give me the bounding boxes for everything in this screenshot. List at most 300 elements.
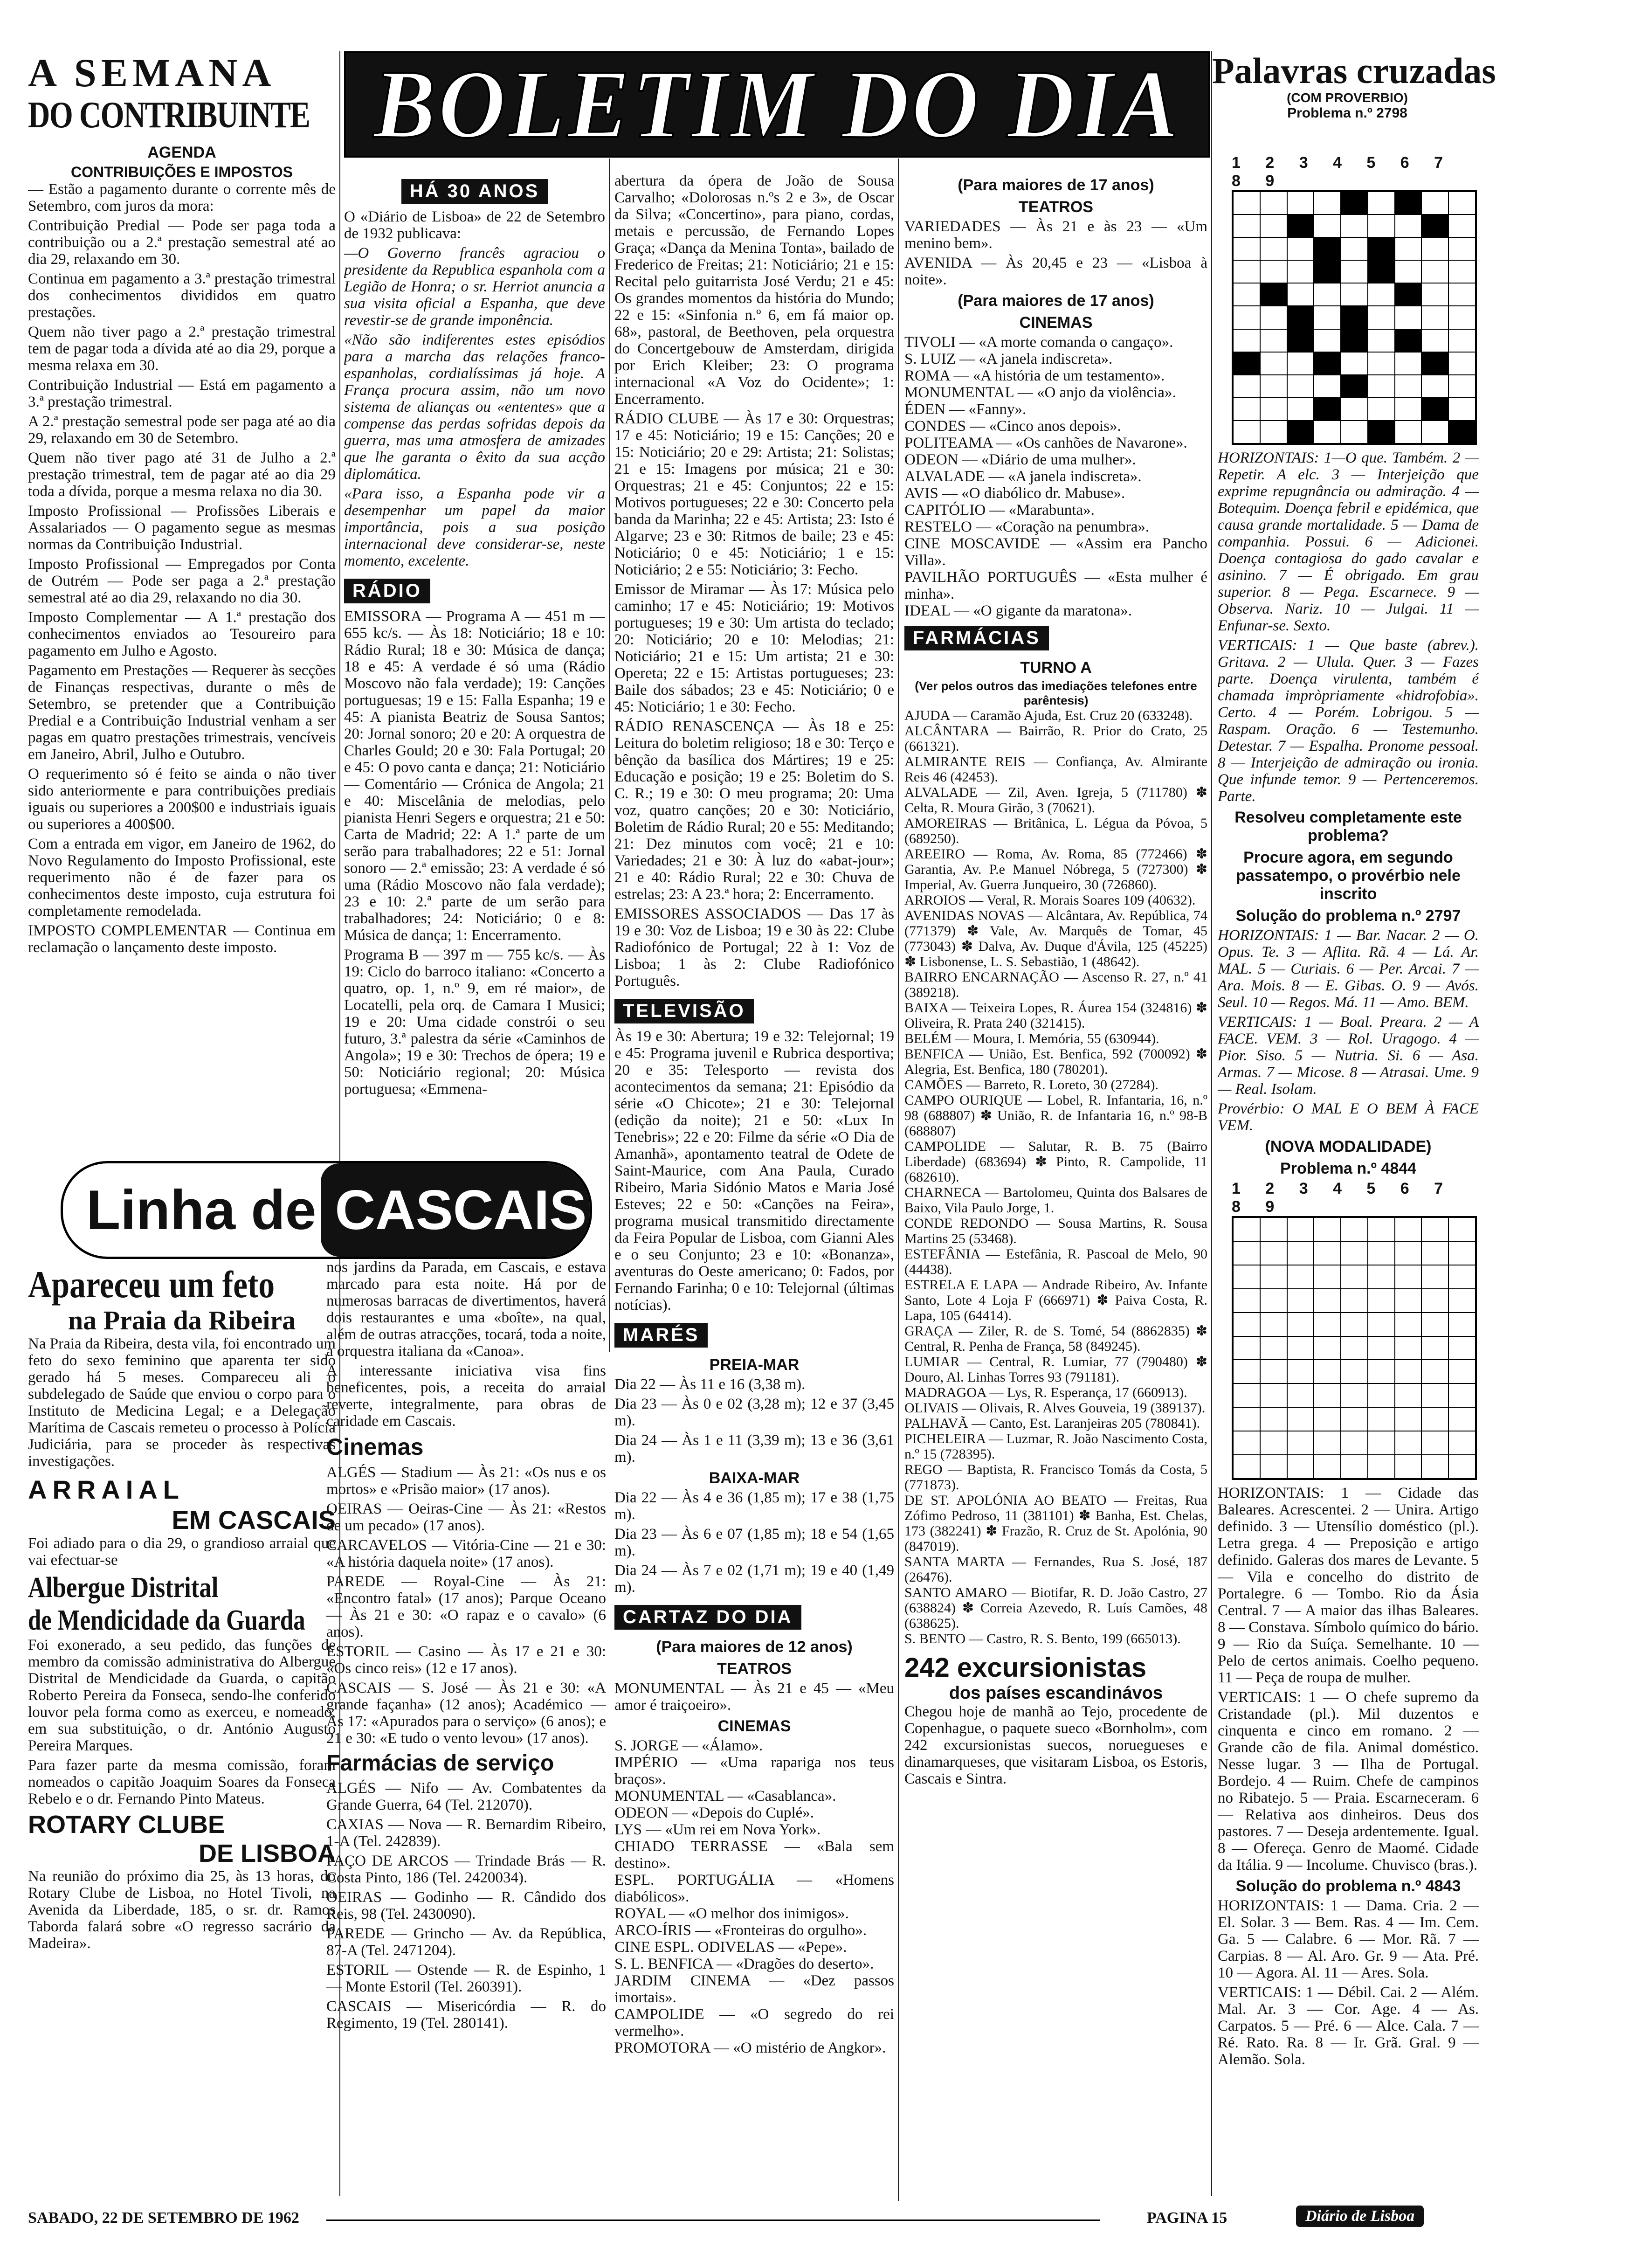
grid-cell[interactable]: [1448, 1407, 1476, 1431]
solution-text: HORIZONTAIS: 1 — Bar. Nacar. 2 — O. Opus. Te. 3 — Aflita. Rã. 4 — Lá. Ar. MAL. 5 — Curiais. 6 — Per. Arcai. 7 — Ara. Mois. 8 — E. Gibas. O. 9 — Avós. Seul. 10 — Regos. Má. 11 — Amo. BEM.: [1218, 927, 1479, 1011]
pharmacy-listing: BAIXA — Teixeira Lopes, R. Áurea 154 (324816) ✽ Oliveira, R. Prata 240 (321415).: [904, 1000, 1207, 1031]
grid-cell[interactable]: [1314, 1336, 1341, 1360]
grid-cell[interactable]: [1448, 192, 1476, 214]
grid-cell[interactable]: [1395, 1241, 1422, 1265]
grid-cell[interactable]: [1368, 1313, 1395, 1336]
tide-row: Dia 23 — Às 0 e 02 (3,28 m); 12 e 37 (3,45 m).: [614, 1396, 894, 1429]
semana-title-line1: A SEMANA: [28, 50, 276, 95]
grid-cell[interactable]: [1341, 1383, 1368, 1407]
tide-row: Dia 23 — Às 6 e 07 (1,85 m); 18 e 54 (1,65 m).: [614, 1526, 894, 1559]
radio-header: RÁDIO: [344, 579, 430, 603]
grid-black-square[interactable]: [1287, 329, 1314, 352]
grid-cell[interactable]: [1260, 1407, 1287, 1431]
grid-cell[interactable]: [1233, 283, 1260, 306]
grid-cell[interactable]: [1448, 1360, 1476, 1383]
age-rating-note: (Para maiores de 17 anos): [958, 292, 1154, 310]
grid-cell[interactable]: [1287, 1217, 1314, 1241]
grid-black-square[interactable]: [1448, 421, 1476, 443]
grid-black-square[interactable]: [1341, 375, 1368, 398]
grid-cell[interactable]: [1341, 1241, 1368, 1265]
ha30-radio-column: [344, 173, 605, 1156]
pharmacy-listing: CASCAIS — Misericórdia — R. do Regimento, 19 (Tel. 280141).: [326, 1998, 606, 2032]
footer-rule: [326, 2220, 1100, 2221]
grid-cell[interactable]: [1314, 1407, 1341, 1431]
grid-cell[interactable]: [1233, 1241, 1260, 1265]
grid-cell[interactable]: [1421, 1336, 1448, 1360]
grid-cell[interactable]: [1395, 398, 1422, 421]
grid-cell[interactable]: [1448, 260, 1476, 283]
listing: MONUMENTAL — «O anjo da violência».: [904, 384, 1176, 401]
paragraph: RÁDIO CLUBE — Às 17 e 30: Orquestras; 17 e 45: Noticiário; 19 e 15: Canções; 20 e 15: Noticiário; 20 e 29: Artista; 21: Solistas; 21 e 15: Imagens por música; 21 e 30: Orquestras; 21 e 45: Conjuntos; 22 e 15: Motivos portugueses; 22 e 30: Concerto pela banda da Marinha; 22 e 45: Artista; 23: Isto é Algarve; 23 e 30: Ritmos de baile; 23 e 45: Noticiário; 0 e 45: Noticiário; 1 e 15: Noticiário; 2 e 55: Noticiário; 3: Fecho.: [614, 410, 894, 578]
clues-verticais: VERTICAIS: 1 — O chefe supremo da Cristandade (pl.). Mil duzentos e cinquenta e cinco em romano. 2 — Grande cão de fila. Animal doméstico. Nesse lugar. 3 — Ilha de Portugal. Bordejo. 4 — Ruim. Chefe de campinos no Ribatejo. 5 — Praia. Escarneceram. 6 — Relativa aos dinheiros. Deus dos pastores. 7 — Deseja ardentemente. Igual. 8 — Ofereça. Genro de Maomé. Cidade da Itália. 9 — Incolume. Chuvisco (bras.).: [1218, 1689, 1479, 1874]
grid-cell[interactable]: [1260, 1455, 1287, 1479]
grid-cell[interactable]: [1341, 1289, 1368, 1313]
pharmacy-listing: ALVALADE — Zil, Aven. Igreja, 5 (711780) ✽ Celta, R. Moura Girão, 3 (70621).: [904, 785, 1207, 816]
grid-cell[interactable]: [1368, 1336, 1395, 1360]
cinemas-heading: CINEMAS: [1019, 314, 1093, 332]
proverbio-label: (COM PROVERBIO): [1287, 90, 1408, 105]
grid-cell[interactable]: [1395, 237, 1422, 260]
grid-cell[interactable]: [1314, 1313, 1341, 1336]
cinemas-heading: CINEMAS: [717, 1717, 791, 1735]
albergue-headline: Albergue Distrital: [28, 1572, 219, 1604]
grid-cell[interactable]: [1395, 1407, 1422, 1431]
grid-cell[interactable]: [1287, 1455, 1314, 1479]
baixa-mar-heading: BAIXA-MAR: [709, 1469, 800, 1487]
grid-cell[interactable]: [1395, 375, 1422, 398]
grid-cell[interactable]: [1368, 1407, 1395, 1431]
grid-cell[interactable]: [1368, 1241, 1395, 1265]
mares-header: MARÉS: [614, 1323, 708, 1348]
pharmacy-listing: BENFICA — União, Est. Benfica, 592 (700092) ✽ Alegria, Est. Benfica, 180 (780201).: [904, 1046, 1207, 1077]
grid-cell[interactable]: [1314, 283, 1341, 306]
listing: CAMPOLIDE — «O segredo do rei vermelho».: [614, 2006, 894, 2040]
clues-horizontais: HORIZONTAIS: 1—O que. Também. 2 — Repetir. A elc. 3 — Interjeição que exprime repugnância ou admiração. 4 — Botequim. Doença febril e epidémica, que causa grande mortalidade. 5 — Dama de companhia. Possui. 6 — Adicionei. Doença contagiosa do gado cavalar e asinino. 7 — É obrigado. Em grau superior. 8 — Pega. Escarnece. 9 — Observa. Nariz. 10 — Julgai. 11 — Enfunar-se. Sexto.: [1218, 449, 1479, 634]
crossword-grid-2798: [1232, 190, 1479, 445]
column-rule: [609, 159, 610, 1352]
grid-cell[interactable]: [1395, 352, 1422, 375]
grid-cell[interactable]: [1287, 237, 1314, 260]
grid-cell[interactable]: [1260, 398, 1287, 421]
grid-cell[interactable]: [1421, 260, 1448, 283]
pharmacy-listing: DE ST. APOLÓNIA AO BEATO — Freitas, Rua Zófimo Pedroso, 11 (381101) ✽ Banha, Est. Chelas, 173 (382241) ✽ Frazão, R. Cruz de St. Apolónia, 90 (847019).: [904, 1493, 1207, 1554]
listing: JARDIM CINEMA — «Dez passos imortais».: [614, 1972, 894, 2006]
column-rule: [1211, 51, 1212, 2196]
grid-cell[interactable]: [1421, 283, 1448, 306]
grid-cell[interactable]: [1341, 237, 1368, 260]
grid-black-square[interactable]: [1421, 352, 1448, 375]
grid-cell[interactable]: [1287, 1336, 1314, 1360]
grid-cell[interactable]: [1368, 398, 1395, 421]
nova-modalidade-label: (NOVA MODALIDADE): [1265, 1138, 1432, 1155]
grid-cell[interactable]: [1421, 421, 1448, 443]
grid-cell[interactable]: [1233, 1360, 1260, 1383]
paragraph: Imposto Profissional — Empregados por Conta de Outrém — Pode ser paga a 2.ª prestação semestral até ao dia 29, relaxando no dia 30.: [28, 556, 336, 606]
grid-cell[interactable]: [1421, 375, 1448, 398]
grid-cell[interactable]: [1421, 1217, 1448, 1241]
grid-cell[interactable]: [1233, 260, 1260, 283]
grid-cell[interactable]: [1448, 1336, 1476, 1360]
pharmacy-listing: AJUDA — Caramão Ajuda, Est. Cruz 20 (633248).: [904, 708, 1193, 723]
grid-cell[interactable]: [1233, 192, 1260, 214]
listing: RESTELO — «Coração na penumbra».: [904, 519, 1150, 535]
grid-black-square[interactable]: [1314, 398, 1341, 421]
grid-cell[interactable]: [1287, 260, 1314, 283]
grid-cell[interactable]: [1395, 306, 1422, 329]
listing: S. L. BENFICA — «Dragões do deserto».: [614, 1956, 874, 1972]
grid-cell[interactable]: [1421, 1313, 1448, 1336]
grid-cell[interactable]: [1314, 1431, 1341, 1455]
grid-cell[interactable]: [1287, 398, 1314, 421]
pharmacy-listing: CAMÕES — Barreto, R. Loreto, 30 (27284).: [904, 1077, 1158, 1093]
grid-cell[interactable]: [1233, 1431, 1260, 1455]
listing: ARCO-ÍRIS — «Fronteiras do orgulho».: [614, 1922, 867, 1939]
grid-cell[interactable]: [1341, 421, 1368, 443]
paragraph: O «Diário de Lisboa» de 22 de Setembro de 1932 publicava:: [344, 208, 605, 242]
grid-cell[interactable]: [1421, 237, 1448, 260]
paragraph: Na reunião do próximo dia 25, às 13 horas, do Rotary Clube de Lisboa, no Hotel Tivoli, na Avenida da Liberdade, 185, o sr. dr. Ramos Taborda falará sobre «O regresso sacrário da Madeira».: [28, 1868, 336, 1952]
grid-black-square[interactable]: [1314, 237, 1341, 260]
grid-cell[interactable]: [1260, 192, 1287, 214]
grid-cell[interactable]: [1421, 1360, 1448, 1383]
grid-cell[interactable]: [1421, 1241, 1448, 1265]
grid-cell[interactable]: [1233, 1217, 1260, 1241]
radio-tv-cartaz-column: [614, 173, 894, 2196]
grid-cell[interactable]: [1395, 1313, 1422, 1336]
contribuicoes-heading: CONTRIBUIÇÕES E IMPOSTOS: [71, 164, 293, 180]
grid-cell[interactable]: [1341, 1360, 1368, 1383]
paragraph: A 2.ª prestação semestral pode ser paga até ao dia 29, relaxando em 30 de Setembro.: [28, 413, 336, 447]
paragraph: Na Praia da Ribeira, desta vila, foi encontrado um feto do sexo feminino que aparenta ter sido gerado há 5 meses. Compareceu ali o subdelegado de Saúde que enviou o corpo para o Instituto de Medicina Legal; e a Delegação Marítima de Cascais remeteu o processo à Polícia Judiciária, para se proceder às respectivas investigações.: [28, 1335, 336, 1470]
listing: CHIADO TERRASSE — «Bala sem destino».: [614, 1838, 894, 1872]
paragraph: Chegou hoje de manhã ao Tejo, procedente de Copenhague, o paquete sueco «Bornholm», com 242 excursionistas suecos, noruegueses e dinamarqueses, que visitaram Lisboa, os Estoris, Cascais e Sintra.: [904, 1703, 1207, 1787]
listing: IDEAL — «O gigante da maratona».: [904, 602, 1132, 619]
grid-cell[interactable]: [1314, 306, 1341, 329]
grid-cell[interactable]: [1314, 1241, 1341, 1265]
grid-cell[interactable]: [1368, 214, 1395, 237]
grid-cell[interactable]: [1448, 1313, 1476, 1336]
grid-cell[interactable]: [1421, 1455, 1448, 1479]
grid-cell[interactable]: [1260, 1313, 1287, 1336]
grid-cell[interactable]: [1448, 1455, 1476, 1479]
grid-cell[interactable]: [1448, 214, 1476, 237]
grid-cell[interactable]: [1287, 283, 1314, 306]
grid-cell[interactable]: [1368, 1383, 1395, 1407]
pharmacy-listing: AVENIDAS NOVAS — Alcântara, Av. República, 74 (771379) ✽ Vale, Av. Marquês de Tomar, 45 (773043) ✽ Dalva, Av. Duque d'Ávila, 125 (45225) ✽ Lisbonense, L. S. Sebastião, 1 (48642).: [904, 908, 1207, 969]
teatros-heading: TEATROS: [717, 1660, 792, 1678]
grid-black-square[interactable]: [1421, 214, 1448, 237]
grid-black-square[interactable]: [1395, 283, 1422, 306]
grid-black-square[interactable]: [1287, 306, 1314, 329]
solution-text: HORIZONTAIS: 1 — Dama. Cria. 2 — El. Solar. 3 — Bem. Ras. 4 — Im. Cem. Ga. 5 — Calabre. 6 — Mor. Rã. 7 — Carpias. 8 — Al. Aro. Gr. 9 — Ata. Pré. 10 — Agora. Al. 11 — Ares. Sola.: [1218, 1897, 1479, 1981]
grid-black-square[interactable]: [1314, 260, 1341, 283]
grid-cell[interactable]: [1260, 375, 1287, 398]
grid-cell[interactable]: [1287, 1383, 1314, 1407]
grid-black-square[interactable]: [1233, 352, 1260, 375]
paragraph: A interessante iniciativa visa fins beneficentes, pois, a receita do arraial reverte, integralmente, para obras de caridade em Cascais.: [326, 1362, 606, 1430]
grid-cell[interactable]: [1421, 1431, 1448, 1455]
ha-30-anos-header: HÁ 30 ANOS: [401, 179, 548, 204]
paragraph: O requerimento só é feito se ainda o não tiver sido anteriormente e para contribuições prediais iguais ou superiores a 200$00 e industriais iguais ou superiores a 400$00.: [28, 766, 336, 833]
page-footer: [28, 2206, 1464, 2233]
boletim-masthead: [344, 51, 1210, 158]
grid-cell[interactable]: [1260, 1265, 1287, 1289]
grid-cell[interactable]: [1341, 1313, 1368, 1336]
grid-cell[interactable]: [1287, 352, 1314, 375]
pharmacy-listing: PAÇO DE ARCOS — Trindade Brás — R. Costa Pinto, 186 (Tel. 2420034).: [326, 1853, 606, 1886]
tide-row: Dia 22 — Às 4 e 36 (1,85 m); 17 e 38 (1,75 m).: [614, 1489, 894, 1523]
grid-black-square[interactable]: [1368, 237, 1395, 260]
grid-cell[interactable]: [1448, 375, 1476, 398]
grid-cell[interactable]: [1448, 306, 1476, 329]
listing: ODEON — «Depois do Cuplé».: [614, 1805, 814, 1821]
listing: AVENIDA — Às 20,45 e 23 — «Lisboa à noite».: [904, 255, 1207, 288]
grid-cell[interactable]: [1421, 1407, 1448, 1431]
paragraph: EMISSORA — Programa A — 451 m — 655 kc/s. — Às 18: Noticiário; 18 e 10: Rádio Rural; 18 e 30: Música de dança; 18 e 45: A verdade é só uma (Rádio Moscovo não fala verdade); 19: Canções portuguesas; 19 e 15: Falla Espanha; 19 e 45: A pianista Beatriz de Sousa Santos; 20: Jornal sonoro; 20 e 20: A orquestra de Charles Gould; 20 e 30: Fala Portugal; 20 e 45: O povo canta e dança; 21: Noticiário — Comentário — Crónica de Angola; 21 e 40: Miscelânia de melodias, pelo pianista Henri Segers e orquestra; 21 e 50: Carta de Madrid; 22: A 1.ª parte de um serão para trabalhadores; 22 e 51: Jornal sonoro — 2.ª emissão; 23: A verdade é só uma (Rádio Moscovo não fala verdade); 23 e 10: 2.ª parte de um serão para trabalhadores; 24: Noticiário; 0 e 8: Música de dança; 1: Encerramento.: [344, 608, 605, 944]
grid-cell[interactable]: [1341, 1431, 1368, 1455]
grid-cell[interactable]: [1395, 214, 1422, 237]
listing: PROMOTORA — «O mistério de Angkor».: [614, 2040, 886, 2056]
grid-black-square[interactable]: [1368, 260, 1395, 283]
grid-cell[interactable]: [1233, 1289, 1260, 1313]
grid-black-square[interactable]: [1341, 192, 1368, 214]
paragraph: Imposto Profissional — Profissões Liberais e Assalariados — O pagamento segue as mesmas normas da Contribuição Industrial.: [28, 503, 336, 553]
grid-cell[interactable]: [1233, 1313, 1260, 1336]
grid-cell[interactable]: [1341, 1265, 1368, 1289]
grid-cell[interactable]: [1287, 375, 1314, 398]
paragraph: — Estão a pagamento durante o corrente mês de Setembro, com juros da mora:: [28, 181, 336, 214]
grid-cell[interactable]: [1260, 329, 1287, 352]
grid-cell[interactable]: [1448, 1383, 1476, 1407]
cinema-listing: OEIRAS — Oeiras-Cine — Às 21: «Restos de um pecado» (17 anos).: [326, 1500, 606, 1534]
grid-cell[interactable]: [1260, 1289, 1287, 1313]
grid-cell[interactable]: [1233, 1336, 1260, 1360]
grid-cell[interactable]: [1341, 398, 1368, 421]
grid-cell[interactable]: [1287, 1241, 1314, 1265]
clues-horizontais: HORIZONTAIS: 1 — Cidade das Baleares. Acrescentei. 2 — Unira. Artigo definido. 3 — Utensílio doméstico (pl.). Letra grega. 4 — Preposição e artigo definido. Galeras dos mares de Levante. 5 — Vila e concelho do distrito de Portalegre. 6 — Tombo. Rio da Ásia Central. 7 — A maior das ilhas Baleares. 8 — Constava. Símbolo químico do bário. 9 — Rio da Suíça. Semelhante. 10 — Pelo de certos animais. Coelho pequeno. 11 — Peça de roupa de mulher.: [1218, 1485, 1479, 1686]
farmacias-header: FARMÁCIAS: [904, 626, 1049, 650]
cascais-news-column: [28, 1264, 336, 2196]
pharmacy-listing: ESTRELA E LAPA — Andrade Ribeiro, Av. Infante Santo, Lote 4 Loja F (666971) ✽ Paiva Costa, R. Lapa, 105 (64414).: [904, 1277, 1207, 1323]
preia-mar-heading: PREIA-MAR: [709, 1356, 800, 1374]
grid-cell[interactable]: [1395, 1265, 1422, 1289]
paragraph: IMPOSTO COMPLEMENTAR — Continua em reclamação o lançamento deste imposto.: [28, 922, 336, 956]
grid-black-square[interactable]: [1341, 306, 1368, 329]
footer-date: SABADO, 22 DE SETEMBRO DE 1962: [28, 2209, 299, 2227]
paragraph: Com a entrada em vigor, em Janeiro de 1962, do Novo Regulamento do Imposto Profissional, este requerimento não é de fazer para os conhecimentos deste imposto, cuja estrutura foi completamente remodelada.: [28, 836, 336, 920]
grid-black-square[interactable]: [1260, 283, 1287, 306]
grid-cell[interactable]: [1260, 1383, 1287, 1407]
grid-cell[interactable]: [1421, 1289, 1448, 1313]
crossword-grid-4844: [1232, 1216, 1479, 1480]
grid-cell[interactable]: [1395, 260, 1422, 283]
grid-cell[interactable]: [1395, 1336, 1422, 1360]
grid-cell[interactable]: [1314, 1265, 1341, 1289]
grid-cell[interactable]: [1368, 1265, 1395, 1289]
grid-cell[interactable]: [1395, 1383, 1422, 1407]
grid-cell[interactable]: [1287, 192, 1314, 214]
grid-cell[interactable]: [1233, 237, 1260, 260]
grid-cell[interactable]: [1368, 1289, 1395, 1313]
grid-cell[interactable]: [1314, 1455, 1341, 1479]
grid-cell[interactable]: [1314, 1217, 1341, 1241]
grid-cell[interactable]: [1233, 1383, 1260, 1407]
grid-black-square[interactable]: [1287, 421, 1314, 443]
grid-cell[interactable]: [1421, 1383, 1448, 1407]
grid-cell[interactable]: [1448, 1241, 1476, 1265]
grid-cell[interactable]: [1421, 329, 1448, 352]
listing: ALVALADE — «A janela indiscreta».: [904, 468, 1142, 485]
pharmacy-listing: ESTEFÂNIA — Estefânia, R. Pascoal de Melo, 90 (44438).: [904, 1246, 1207, 1277]
grid-cell[interactable]: [1368, 375, 1395, 398]
age-rating-note: (Para maiores de 12 anos): [656, 1638, 853, 1656]
grid-cell[interactable]: [1287, 1431, 1314, 1455]
grid-black-square[interactable]: [1368, 421, 1395, 443]
grid-cell[interactable]: [1260, 421, 1287, 443]
grid-cell[interactable]: [1448, 1289, 1476, 1313]
grid-cell[interactable]: [1233, 375, 1260, 398]
grid-column-numbers: 1 2 3 4 5 6 7 8 9: [1232, 1180, 1454, 1216]
paragraph: nos jardins da Parada, em Cascais, e estava marcado para esta noite. Há por de numerosas barracas de divertimentos, haverá dois restaurantes e uma «boîte», na qual, além de outras atracções, tocará, toda a noite, a orquestra italiana da «Canoa».: [326, 1259, 606, 1360]
paragraph: EMISSORES ASSOCIADOS — Das 17 às 19 e 30: Voz de Lisboa; 19 e 30 às 22: Clube Radiofónico de Portugal; 22 à 1: Voz de Lisboa; 1 às 2: Clube Radiofónico Português.: [614, 906, 894, 989]
pharmacy-listing: CONDE REDONDO — Sousa Martins, R. Sousa Martins 25 (53468).: [904, 1216, 1207, 1246]
grid-cell[interactable]: [1341, 1407, 1368, 1431]
grid-cell[interactable]: [1368, 1431, 1395, 1455]
grid-cell[interactable]: [1341, 352, 1368, 375]
grid-cell[interactable]: [1314, 375, 1341, 398]
grid-black-square[interactable]: [1287, 214, 1314, 237]
grid-black-square[interactable]: [1341, 329, 1368, 352]
grid-cell[interactable]: [1233, 1265, 1260, 1289]
grid-cell[interactable]: [1287, 1313, 1314, 1336]
grid-cell[interactable]: [1395, 1431, 1422, 1455]
grid-cell[interactable]: [1233, 306, 1260, 329]
grid-cell[interactable]: [1368, 192, 1395, 214]
grid-cell[interactable]: [1260, 1336, 1287, 1360]
grid-cell[interactable]: [1314, 421, 1341, 443]
pharmacy-listing: S. BENTO — Castro, R. S. Bento, 199 (665013).: [904, 1631, 1181, 1646]
grid-cell[interactable]: [1341, 1336, 1368, 1360]
grid-cell[interactable]: [1448, 1265, 1476, 1289]
grid-black-square[interactable]: [1395, 329, 1422, 352]
grid-cell[interactable]: [1233, 398, 1260, 421]
grid-cell[interactable]: [1368, 329, 1395, 352]
grid-cell[interactable]: [1421, 306, 1448, 329]
grid-cell[interactable]: [1448, 1431, 1476, 1455]
grid-cell[interactable]: [1287, 1289, 1314, 1313]
grid-cell[interactable]: [1260, 214, 1287, 237]
grid-cell[interactable]: [1368, 1217, 1395, 1241]
linha-de-text: Linha de: [86, 1179, 317, 1241]
grid-cell[interactable]: [1233, 1455, 1260, 1479]
cinema-listing: CARCAVELOS — Vitória-Cine — 21 e 30: «A história daquela noite» (17 anos).: [326, 1537, 606, 1570]
cinema-listing: ESTORIL — Casino — Às 17 e 21 e 30: «Os cinco reis» (12 e 17 anos).: [326, 1643, 606, 1677]
grid-cell[interactable]: [1233, 329, 1260, 352]
turno-note: (Ver pelos outros das imediações telefones entre parêntesis): [915, 679, 1197, 707]
grid-cell[interactable]: [1260, 306, 1287, 329]
grid-black-square[interactable]: [1421, 398, 1448, 421]
grid-cell[interactable]: [1314, 214, 1341, 237]
problema-2798-label: Problema n.º 2798: [1287, 105, 1407, 121]
grid-cell[interactable]: [1395, 1217, 1422, 1241]
grid-cell[interactable]: [1314, 1383, 1341, 1407]
grid-cell[interactable]: [1287, 1265, 1314, 1289]
grid-cell[interactable]: [1287, 1360, 1314, 1383]
grid-cell[interactable]: [1341, 260, 1368, 283]
grid-cell[interactable]: [1448, 237, 1476, 260]
grid-cell[interactable]: [1260, 1241, 1287, 1265]
grid-cell[interactable]: [1233, 421, 1260, 443]
grid-cell[interactable]: [1395, 1360, 1422, 1383]
grid-cell[interactable]: [1260, 1360, 1287, 1383]
grid-black-square[interactable]: [1314, 352, 1341, 375]
grid-cell[interactable]: [1395, 421, 1422, 443]
grid-black-square[interactable]: [1395, 192, 1422, 214]
grid-cell[interactable]: [1233, 1407, 1260, 1431]
grid-cell[interactable]: [1314, 329, 1341, 352]
grid-cell[interactable]: [1368, 283, 1395, 306]
crossword-grid: [1232, 190, 1477, 445]
paragraph: Foi adiado para o dia 29, o grandioso arraial que vai efectuar-se: [28, 1535, 336, 1569]
column-rule: [898, 159, 899, 2201]
pharmacy-listing: PICHELEIRA — Luzmar, R. João Nascimento Costa, n.º 15 (728395).: [904, 1431, 1207, 1462]
grid-cell[interactable]: [1260, 260, 1287, 283]
grid-cell[interactable]: [1314, 1360, 1341, 1383]
grid-cell[interactable]: [1395, 1289, 1422, 1313]
pharmacy-listing: ARROIOS — Veral, R. Morais Soares 109 (40632).: [904, 892, 1196, 908]
grid-cell[interactable]: [1314, 1289, 1341, 1313]
grid-cell[interactable]: [1448, 398, 1476, 421]
grid-cell[interactable]: [1368, 1455, 1395, 1479]
semana-column: [28, 140, 336, 1175]
grid-cell[interactable]: [1368, 1360, 1395, 1383]
grid-cell[interactable]: [1314, 192, 1341, 214]
grid-cell[interactable]: [1341, 1455, 1368, 1479]
grid-cell[interactable]: [1448, 1217, 1476, 1241]
pharmacy-listing: SANTA MARTA — Fernandes, Rua S. José, 187 (26476).: [904, 1554, 1207, 1585]
grid-cell[interactable]: [1260, 1431, 1287, 1455]
grid-cell[interactable]: [1260, 1217, 1287, 1241]
grid-cell[interactable]: [1287, 1407, 1314, 1431]
paragraph: Foi exonerado, a seu pedido, das funções de membro da comissão administrativa do Albergue Distrital de Mendicidade da Guarda, o capitão Roberto Pereira da Fonseca, sendo-lhe conferido louvor pela forma como as exerceu, e nomeado, em sua substituição, o dr. António Augusto Pereira Marques.: [28, 1637, 336, 1754]
grid-cell[interactable]: [1448, 352, 1476, 375]
grid-cell[interactable]: [1421, 192, 1448, 214]
solution-text: VERTICAIS: 1 — Débil. Cai. 2 — Além. Mal. Ar. 3 — Cor. Age. 4 — As. Carpatos. 5 — Pré. 6 — Alce. Cala. 7 — Ré. Rato. Ra. 8 — Ir. Grã. Gral. 9 — Alemão. Sola.: [1218, 1984, 1479, 2068]
grid-cell[interactable]: [1341, 283, 1368, 306]
grid-cell[interactable]: [1368, 306, 1395, 329]
grid-cell[interactable]: [1341, 1217, 1368, 1241]
listing: CONDES — «Cinco anos depois».: [904, 418, 1121, 435]
grid-cell[interactable]: [1341, 214, 1368, 237]
grid-cell[interactable]: [1368, 352, 1395, 375]
excursionistas-subheadline: dos países escandinávos: [949, 1683, 1163, 1703]
paragraph: Continua em pagamento a 3.ª prestação trimestral dos conhecimentos divididos em quatro prestações.: [28, 270, 336, 321]
pharmacy-listing: ALMIRANTE REIS — Confiança, Av. Almirante Reis 46 (42453).: [904, 754, 1207, 785]
grid-cell[interactable]: [1260, 237, 1287, 260]
listing: CINE ESPL. ODIVELAS — «Pepe».: [614, 1939, 847, 1956]
grid-cell[interactable]: [1421, 1265, 1448, 1289]
grid-cell[interactable]: [1260, 352, 1287, 375]
cascais-local-column: [326, 1259, 606, 2196]
grid-cell[interactable]: [1448, 329, 1476, 352]
grid-cell[interactable]: [1233, 214, 1260, 237]
grid-cell[interactable]: [1448, 283, 1476, 306]
pharmacy-listing: GRAÇA — Ziler, R. de S. Tomé, 54 (8862835) ✽ Central, R. Penha de França, 58 (849245).: [904, 1323, 1207, 1354]
grid-cell[interactable]: [1395, 1455, 1422, 1479]
turno-heading: TURNO A: [1020, 659, 1092, 677]
listing: ROYAL — «O melhor dos inimigos».: [614, 1905, 849, 1922]
grid-column-numbers: 1 2 3 4 5 6 7 8 9: [1232, 154, 1454, 190]
